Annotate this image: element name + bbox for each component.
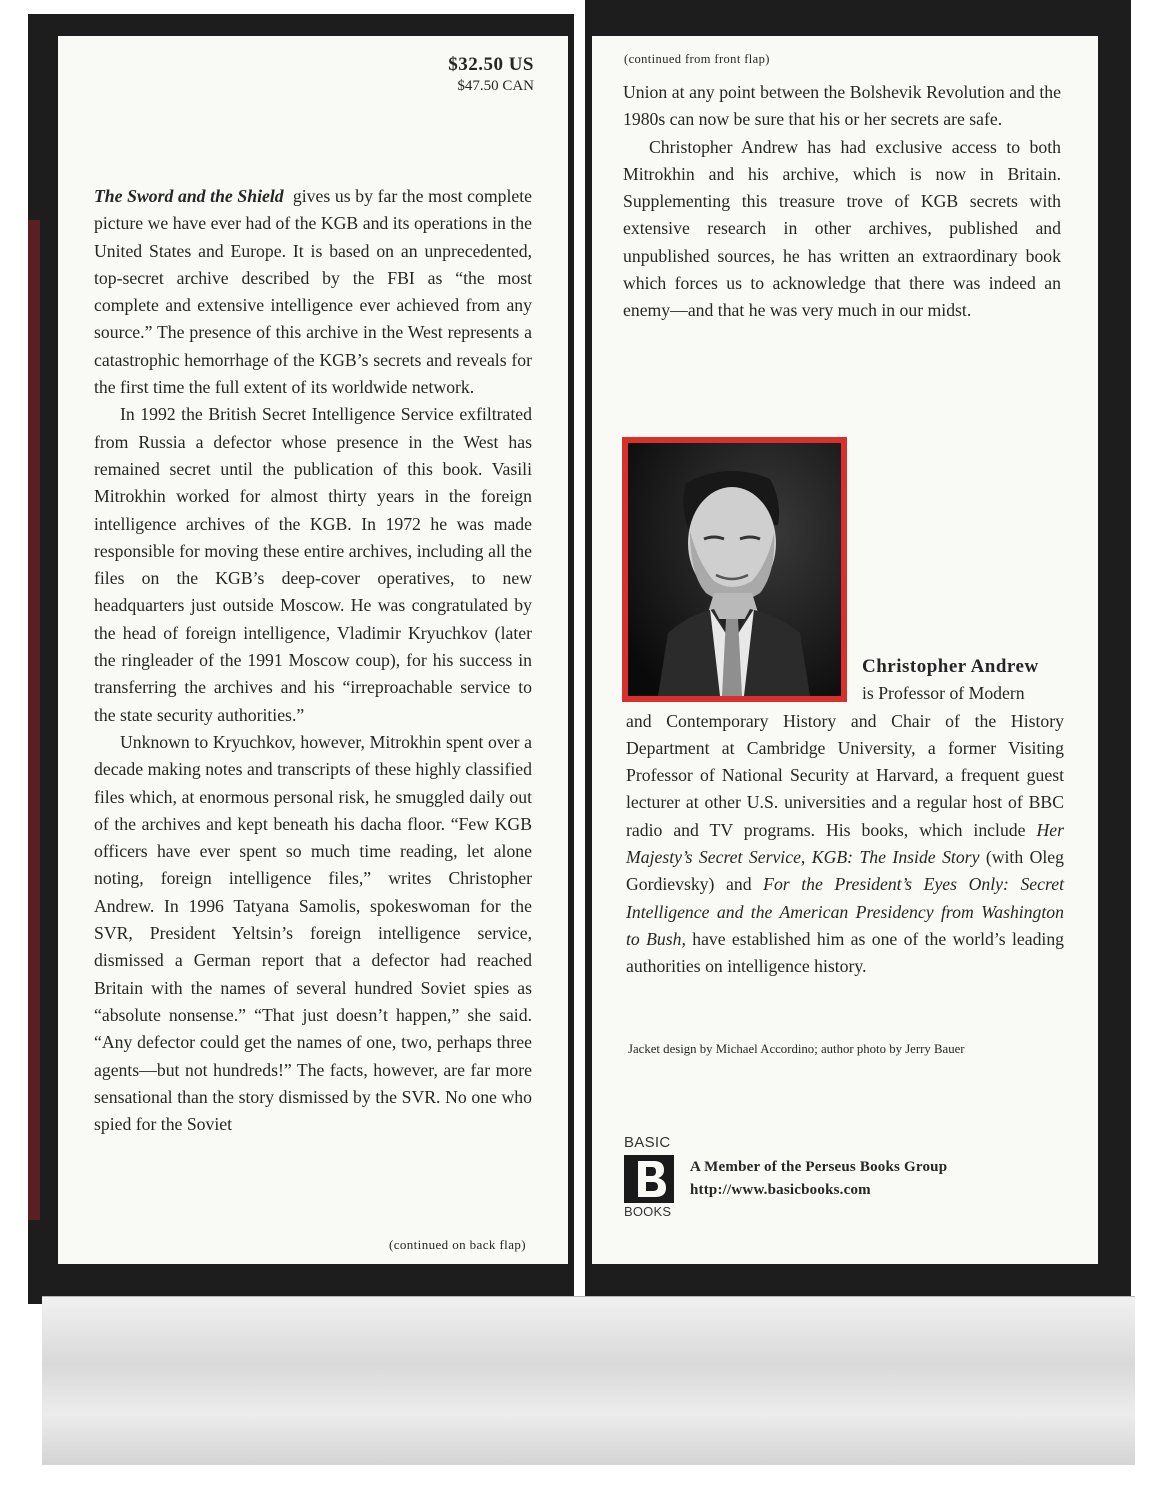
publisher-info: [690, 1156, 947, 1202]
publisher-url[interactable]: http://www.basicbooks.com: [690, 1182, 871, 1198]
front-flap-body: [94, 183, 532, 1138]
front-paragraph-1: [94, 183, 532, 401]
publisher-basic-label: BASIC: [624, 1134, 671, 1151]
bio-first-line: is Professor of Modern: [862, 683, 1025, 704]
continued-from-front-note: (continued from front flap): [624, 52, 770, 66]
price-can: $47.50 CAN: [457, 78, 534, 94]
bio-book-title-2: For the President’s Eyes Only: Secret Intelligence and the American Presidency from Washington to Bush,: [626, 874, 1065, 949]
book-title: The Sword and the Shield: [94, 186, 284, 206]
front-paragraph-2: In 1992 the British Secret Intelligence Service exfiltrated from Russia a defector whose presence in the West has remained secret until the publication of this book. Vasili Mitrokhin worked for almost thirty years in the foreign intelligence archives of the KGB. In 1972 he was made responsible for moving these entire archives, including all the files on the KGB’s deep-cover operatives, to new headquarters just outside Moscow. He was congratulated by the head of foreign intelligence, Vladimir Kryuchkov (later the ringleader of the 1991 Moscow coup), for his success in transferring the archives and his “irreproachable service to the state security authorities.”: [94, 404, 532, 725]
back-flap-body: [623, 79, 1061, 325]
front-flap: [58, 36, 568, 1264]
back-paragraph-2: Christopher Andrew has had exclusive access to both Mitrokhin and his archive, which is now in Britain. Supplementing this treasure trove of KGB secrets with extensive research in other archives, published and unpublished sources, he has written an extraordinary book which forces us to acknowledge that there was indeed an enemy—and that he was very much in our midst.: [623, 136, 1061, 321]
back-flap: [592, 36, 1098, 1264]
bio-book-title-1: Her Majesty’s Secret Service, KGB: The Inside Story: [626, 819, 1065, 868]
author-bio: [626, 653, 1064, 981]
continued-on-back-note: (continued on back flap): [388, 1237, 526, 1252]
page-block-edge: [42, 1296, 1135, 1465]
jacket-credit: Jacket design by Michael Accordino; author photo by Jerry Bauer: [628, 1042, 965, 1056]
jacket-spine-edge: [28, 220, 40, 1220]
publisher-member-line: A Member of the Perseus Books Group: [690, 1159, 948, 1175]
front-paragraph-1-text: gives us by far the most complete picture we have ever had of the KGB and its operations in the United States and Europe. It is based on an unprecedented, top-secret archive described by the FBI as “the most complete and extensive intelligence ever achieved from any source.” The presence of this archive in the West represents a catastrophic hemorrhage of the KGB’s secrets and reveals for the first time the full extent of its worldwide network.: [94, 186, 532, 398]
front-paragraph-3: Unknown to Kryuchkov, however, Mitrokhin spent over a decade making notes and transcripts of these highly classified files which, at enormous personal risk, he smuggled daily out of the archives and kept beneath his dacha floor. “Few KGB officers have ever spent so much time reading, let alone noting, foreign intelligence files,” writes Christopher Andrew. In 1996 Tatyana Samolis, spokeswoman for the SVR, President Yeltsin’s foreign intelligence service, dismissed a German report that a defector had reached Britain with the names of several hundred Soviet spies as “absolute nonsense.” “That just doesn’t happen,” she said. “Any defector could get the names of one, two, perhaps three agents—but not hundreds!” The facts, however, are far more sensational than the story dismissed by the SVR. No one who spied for the Soviet: [94, 731, 532, 1135]
author-name-line: [626, 653, 1064, 680]
bio-text-b: (with Oleg Gordievsky) and: [626, 847, 1065, 895]
publisher-books-label: BOOKS: [624, 1204, 672, 1219]
bio-text-a: and Contemporary History and Chair of the History Department at Cambridge University, a former Visiting Professor of National Security at Harvard, a frequent guest lecturer at other U.S. universities and a regular host of BBC radio and TV programs. His books, which include: [626, 710, 1064, 840]
bio-text-c: have established him as one of the world’s leading authorities on intelligence history.: [626, 928, 1065, 977]
price-us: $32.50 US: [448, 54, 534, 75]
back-paragraph-1: Union at any point between the Bolshevik Revolution and the 1980s can now be sure that his or her secrets are safe.: [623, 82, 1061, 130]
basic-books-b-icon: [624, 1155, 674, 1203]
price-block: [448, 54, 534, 95]
bio-paragraph: [626, 708, 1064, 981]
author-name: Christopher Andrew: [862, 656, 1039, 677]
